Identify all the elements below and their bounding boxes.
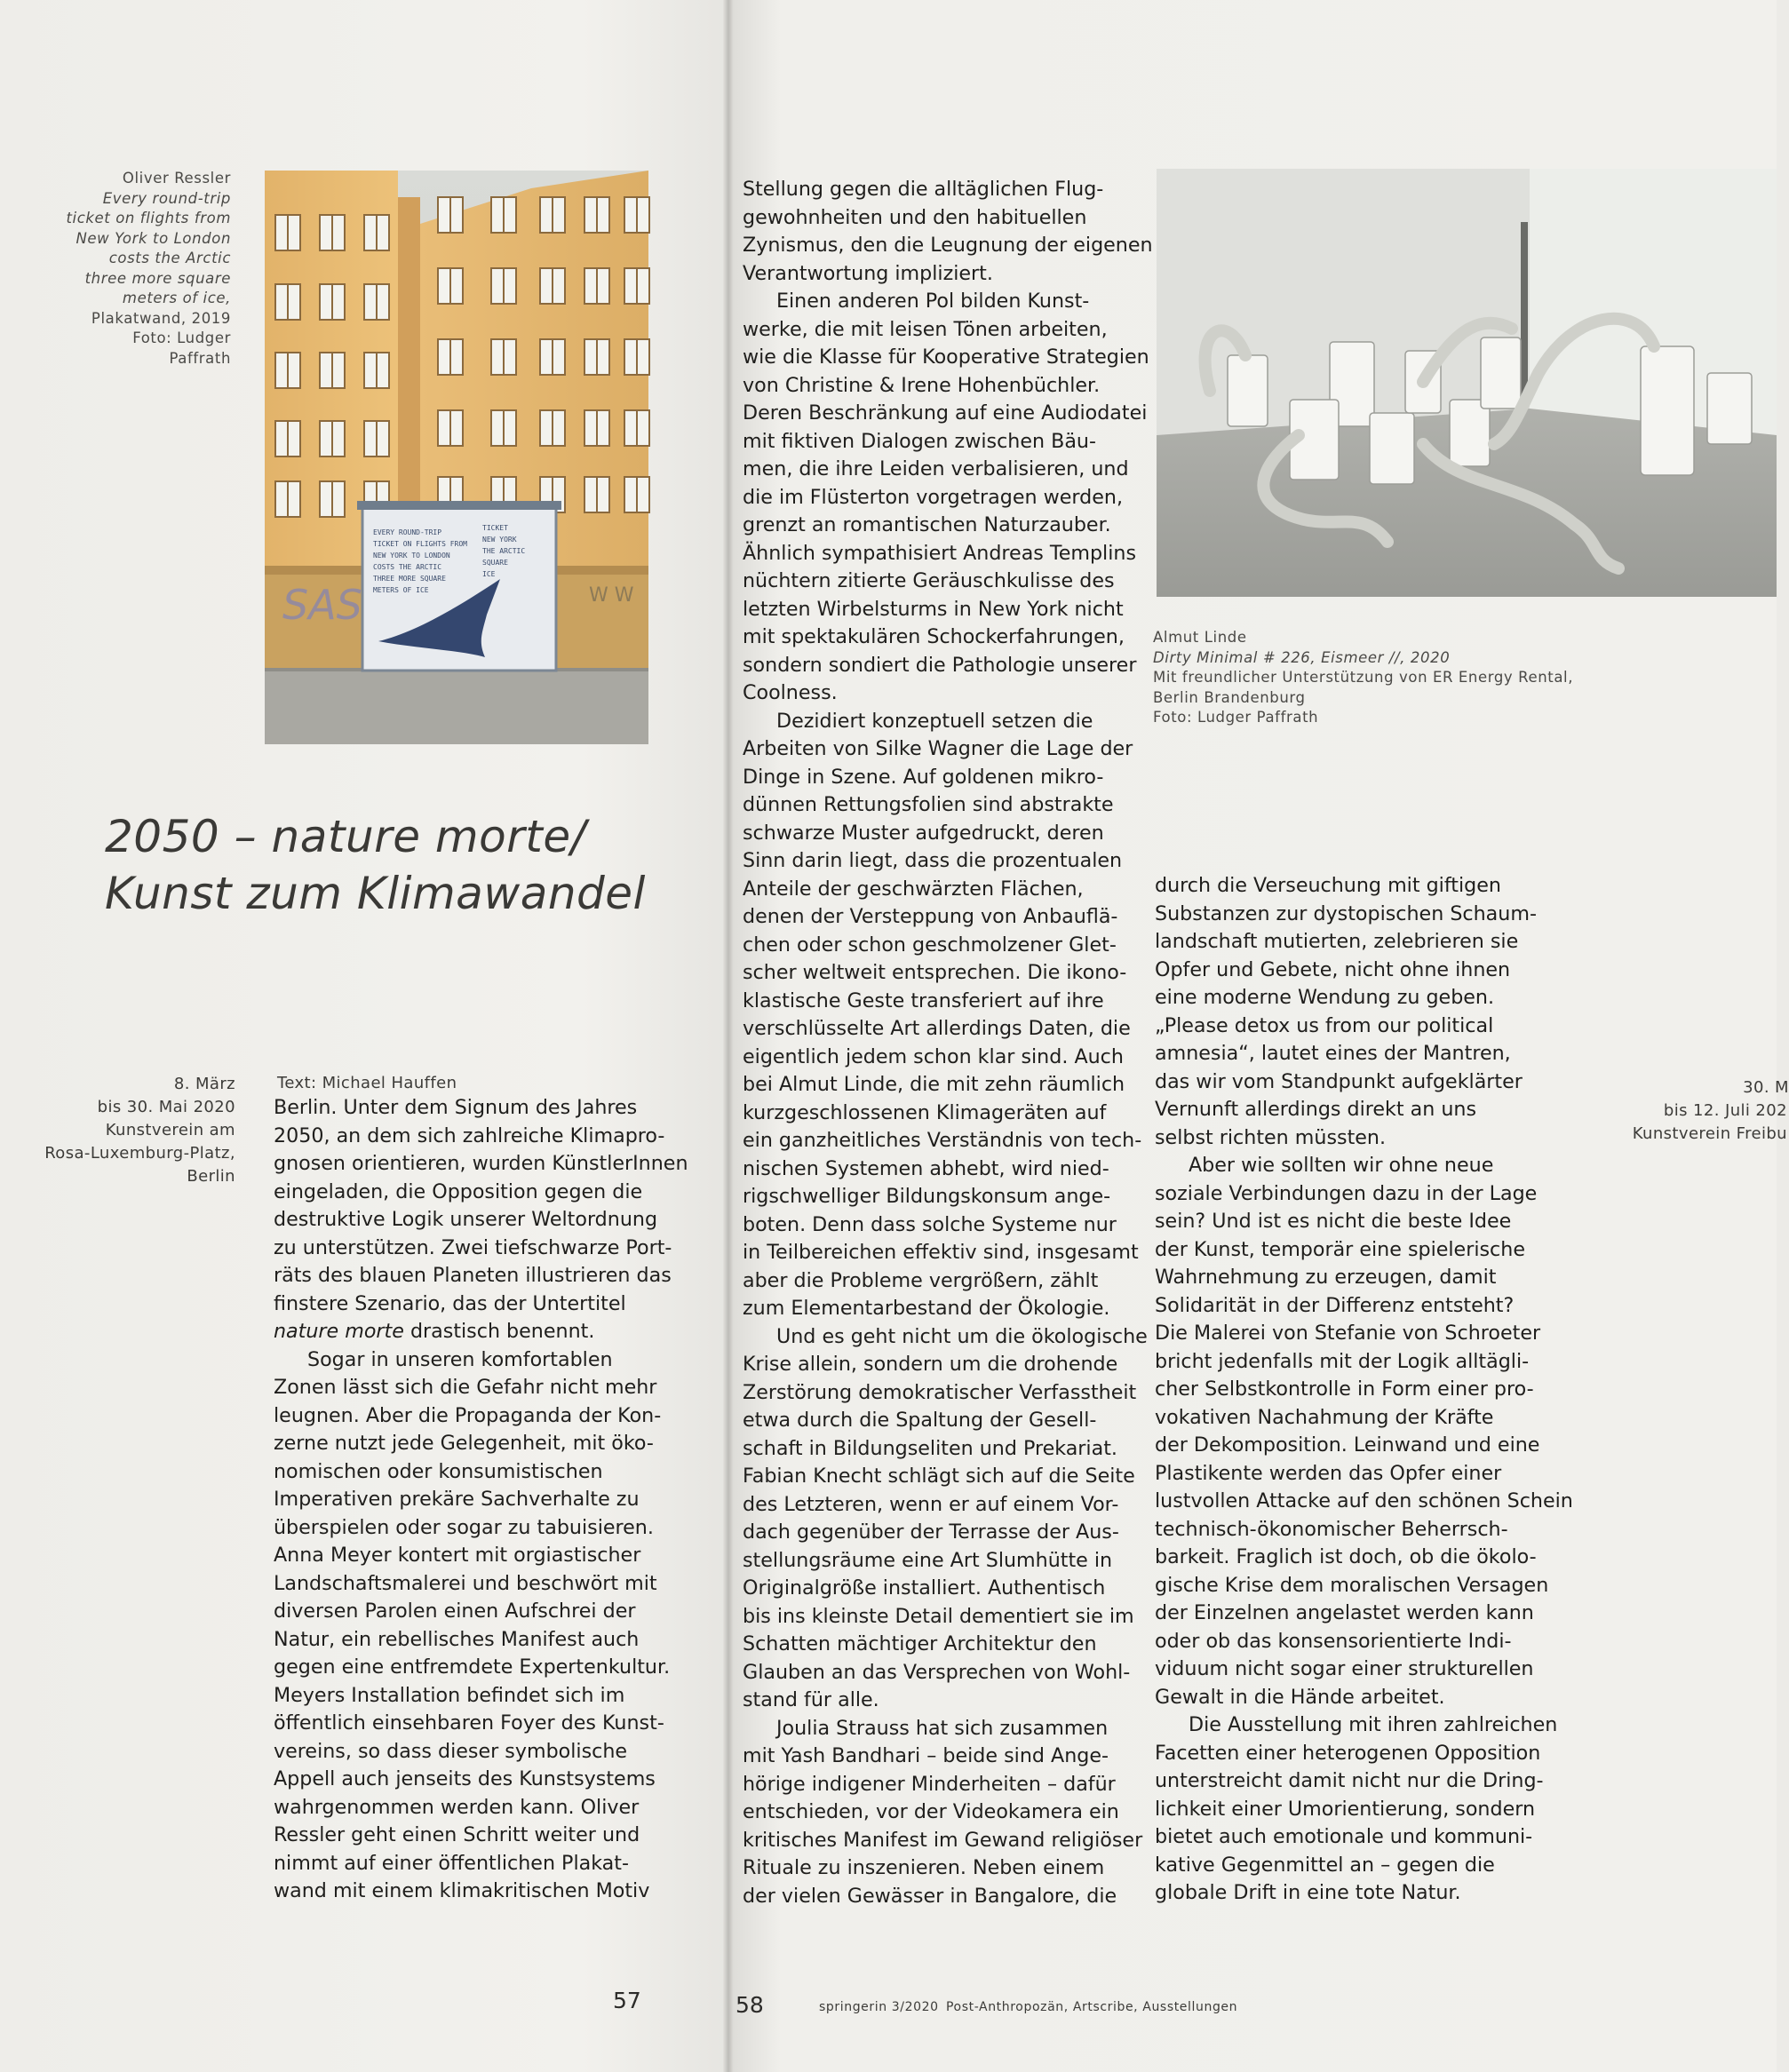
- text-line: Natur, ein rebellisches Manifest auch: [274, 1627, 640, 1651]
- caption-artist: Oliver Ressler: [122, 170, 231, 187]
- text-line: Arbeiten von Silke Wagner die Lage der: [743, 737, 1133, 760]
- text-line: leugnen. Aber die Propaganda der Kon-: [274, 1403, 662, 1427]
- text-line: durch die Verseuchung mit giftigen: [1155, 874, 1501, 897]
- text-line: dünnen Rettungsfolien sind abstrakte: [743, 793, 1114, 816]
- text-line: schaft in Bildungseliten und Prekariat.: [743, 1436, 1117, 1460]
- text-line: vereins, so dass dieser symbolische: [274, 1739, 628, 1763]
- text-line: Sogar in unseren komfortablen: [307, 1347, 613, 1371]
- text-line: Zerstörung demokratischer Verfasstheit: [743, 1380, 1137, 1404]
- text-line: eingeladen, die Opposition gegen die: [274, 1179, 643, 1203]
- text-line: Zonen lässt sich die Gefahr nicht mehr: [274, 1376, 657, 1399]
- caption-artist: Almut Linde: [1153, 629, 1247, 646]
- text-line: viduum nicht sogar einer strukturellen: [1155, 1657, 1534, 1680]
- text-line: eine moderne Wendung zu geben.: [1155, 986, 1495, 1009]
- text-line: mit Yash Bandhari – beide sind Ange-: [743, 1744, 1109, 1767]
- text-line: diversen Parolen einen Aufschrei der: [274, 1600, 636, 1623]
- text-line: der Kunst, temporär eine spielerische: [1155, 1237, 1525, 1261]
- billboard-text-line: SQUARE: [482, 559, 508, 567]
- text-line: zerne nutzt jede Gelegenheit, mit öko-: [274, 1432, 654, 1455]
- text-line: rigschwelliger Bildungskonsum ange-: [743, 1185, 1111, 1208]
- text-line: Sinn darin liegt, dass die prozentualen: [743, 849, 1123, 872]
- text-line: zum Elementarbestand der Ökologie.: [743, 1297, 1110, 1320]
- text-line: Facetten einer heterogenen Opposition: [1155, 1741, 1541, 1765]
- text-line: Wahrnehmung zu erzeugen, damit: [1155, 1266, 1497, 1289]
- text-line: globale Drift in eine tote Natur.: [1155, 1881, 1461, 1904]
- italic-term: nature morte: [274, 1320, 404, 1343]
- text-line: etwa durch die Spaltung der Gesell-: [743, 1409, 1097, 1432]
- text-line: Einen anderen Pol bilden Kunst-: [776, 290, 1090, 313]
- page-gutter: [723, 0, 734, 2072]
- text-line: mit spektakulären Schockerfahrungen,: [743, 625, 1125, 648]
- text-line: scher weltweit entsprechen. Die ikono-: [743, 961, 1127, 984]
- svg-text:SAS: SAS: [282, 581, 362, 629]
- text-line: gegen eine entfremdete Expertenkultur.: [274, 1655, 671, 1679]
- footer-sections: Post-Anthropozän, Artscribe, Ausstellungen: [946, 2000, 1238, 2014]
- text-line: bietet auch emotionale und kommuni-: [1155, 1825, 1533, 1848]
- billboard-text-line: NEW YORK TO LONDON: [373, 552, 450, 560]
- text-line: Die Malerei von Stefanie von Schroeter: [1155, 1322, 1541, 1345]
- text-line: Schatten mächtiger Architektur den: [743, 1632, 1097, 1655]
- text-line: werke, die mit leisen Tönen arbeiten,: [743, 317, 1108, 341]
- caption-work-line: Every round-trip: [102, 189, 231, 207]
- text-line: boten. Denn dass solche Systeme nur: [743, 1212, 1117, 1236]
- text-line: Originalgröße installiert. Authentisch: [743, 1576, 1106, 1600]
- text-line: destruktive Logik unserer Weltordnung: [274, 1208, 658, 1231]
- text-line: kative Gegenmittel an – gegen die: [1155, 1853, 1495, 1877]
- building-illustration: [265, 171, 648, 744]
- exhibition-venue-place: Rosa-Luxemburg-Platz,: [44, 1144, 235, 1163]
- text-line: gnosen orientieren, wurden KünstlerInnen: [274, 1152, 688, 1175]
- exhibition-city: Berlin: [187, 1167, 235, 1186]
- text-line: dach gegenüber der Terrasse der Aus-: [743, 1520, 1119, 1544]
- next-date-start: 30. M: [1743, 1078, 1789, 1097]
- text-line: Opfer und Gebete, nicht ohne ihnen: [1155, 957, 1511, 981]
- text-line: ein ganzheitliches Verständnis von tech-: [743, 1129, 1142, 1152]
- text-line: nüchtern zitierte Geräuschkulisse des: [743, 569, 1115, 592]
- text-line: wie die Klasse für Kooperative Strategien: [743, 345, 1149, 369]
- page-number-left: 57: [613, 1988, 641, 2013]
- title-line-2: Kunst zum Klimawandel: [105, 868, 646, 919]
- text-line: räts des blauen Planeten illustrieren das: [274, 1264, 672, 1287]
- caption-work-line: three more square: [84, 269, 231, 287]
- text-line: finstere Szenario, das der Untertitel: [274, 1291, 626, 1315]
- text-line: barkeit. Fraglich ist doch, ob die ökolo-: [1155, 1545, 1537, 1568]
- text-line: lichkeit einer Umorientierung, sondern: [1155, 1797, 1536, 1821]
- text-line: sondern sondiert die Pathologie unserer: [743, 653, 1137, 677]
- text-line: amnesia“, lautet eines der Mantren,: [1155, 1042, 1511, 1065]
- text-line: Anteile der geschwärzten Flächen,: [743, 877, 1084, 901]
- text-line: Coolness.: [743, 681, 838, 704]
- text-line: der vielen Gewässer in Bangalore, die: [743, 1884, 1117, 1908]
- text-line: Plastikente werden das Opfer einer: [1155, 1461, 1502, 1485]
- linde-installation-photo: [1157, 169, 1777, 597]
- text-line: Aber wie sollten wir ohne neue: [1189, 1154, 1494, 1177]
- text-line: Und es geht nicht um die ökologische: [776, 1324, 1148, 1348]
- caption-work-line: New York to London: [76, 229, 231, 247]
- text-line: Vernunft allerdings direkt an uns: [1155, 1098, 1477, 1121]
- caption-photo-credit: Foto: Ludger Paffrath: [1153, 709, 1319, 726]
- text-line: Ähnlich sympathisiert Andreas Templins: [743, 541, 1137, 565]
- text-line: die im Flüsterton vorgetragen werden,: [743, 485, 1124, 509]
- next-date-end: bis 12. Juli 202: [1663, 1101, 1787, 1120]
- text-line: Zynismus, den die Leugnung der eigenen: [743, 234, 1153, 257]
- text-line: vokativen Nachahmung der Kräfte: [1155, 1405, 1494, 1429]
- text-line: selbst richten müssten.: [1155, 1125, 1387, 1149]
- text-line: lustvollen Attacke auf den schönen Schein: [1155, 1489, 1573, 1512]
- text-line: Verantwortung impliziert.: [743, 261, 993, 285]
- svg-text:W W: W W: [589, 584, 634, 607]
- text-line: Imperativen prekäre Sachverhalte zu: [274, 1488, 640, 1511]
- caption-detail-line: Foto: Ludger: [132, 329, 231, 346]
- text-line: Ressler geht einen Schritt weiter und: [274, 1823, 640, 1846]
- text-line: chen oder schon geschmolzener Glet-: [743, 933, 1117, 957]
- text-line: nimmt auf einer öffentlichen Plakat-: [274, 1851, 629, 1875]
- text-line: wand mit einem klimakritischen Motiv: [274, 1879, 650, 1902]
- exhibition-info: [36, 1073, 235, 1188]
- text-line: stellungsräume eine Art Slumhütte in: [743, 1548, 1113, 1572]
- text-line: Berlin. Unter dem Signum des Jahres: [274, 1096, 638, 1119]
- text-line: Krise allein, sondern um die drohende: [743, 1353, 1118, 1376]
- text-line: nomischen oder konsumistischen: [274, 1459, 603, 1483]
- text-line: Die Ausstellung mit ihren zahlreichen: [1189, 1713, 1558, 1736]
- text-line: Rituale zu inszenieren. Neben einem: [743, 1856, 1105, 1879]
- text-line: Glauben an das Versprechen von Wohl-: [743, 1660, 1131, 1684]
- text-line: 2050, an dem sich zahlreiche Klimapro-: [274, 1123, 665, 1147]
- text-line: Fabian Knecht schlägt sich auf die Seite: [743, 1465, 1135, 1488]
- text-line: Gewalt in die Hände arbeitet.: [1155, 1685, 1445, 1709]
- text-line: der Einzelnen angelastet werden kann: [1155, 1601, 1534, 1624]
- text-line: das wir vom Standpunkt aufgeklärter: [1155, 1069, 1523, 1093]
- caption-work-line: meters of ice,: [122, 290, 231, 306]
- text-line: Appell auch jenseits des Kunstsystems: [274, 1767, 656, 1790]
- text-line: Substanzen zur dystopischen Schaum-: [1155, 901, 1537, 925]
- text-line: letzten Wirbelsturms in New York nicht: [743, 597, 1124, 621]
- caption-detail-line: Plakatwand, 2019: [91, 309, 231, 327]
- text-line: bei Almut Linde, die mit zehn räumlich: [743, 1073, 1125, 1096]
- next-exhibition-info: [1581, 1076, 1789, 1146]
- text-line: klastische Geste transferiert auf ihre: [743, 988, 1104, 1012]
- text-line: cher Selbstkontrolle in Form einer pro-: [1155, 1377, 1534, 1401]
- billboard-text-line: METERS OF ICE: [373, 586, 429, 594]
- text-line: gewohnheiten und den habituellen: [743, 205, 1087, 229]
- text-line: bricht jedenfalls mit der Logik alltägli-: [1155, 1349, 1530, 1373]
- exhibition-date-end: bis 30. Mai 2020: [97, 1098, 235, 1116]
- ressler-billboard-photo: [265, 171, 648, 744]
- page-number-right: 58: [735, 1992, 764, 2018]
- billboard-text-line: EVERY ROUND-TRIP: [373, 528, 442, 536]
- right-text-column-2: [1155, 872, 1573, 1908]
- text-line: stand für alle.: [743, 1688, 879, 1711]
- text-line: oder ob das konsensorientierte Indi-: [1155, 1629, 1512, 1653]
- text-line: aber die Probleme vergrößern, zählt: [743, 1268, 1099, 1292]
- text-line: schwarze Muster aufgedruckt, deren: [743, 821, 1104, 845]
- text-line: Landschaftsmalerei und beschwört mit: [274, 1571, 657, 1595]
- text-line: gische Krise dem moralischen Versagen: [1155, 1573, 1549, 1597]
- caption-work-title: [53, 189, 231, 309]
- ressler-photo-caption: [53, 169, 231, 369]
- text-line: verschlüsselte Art allerdings Daten, die: [743, 1017, 1131, 1040]
- text-line: unterstreicht damit nicht nur die Dring-: [1155, 1769, 1544, 1792]
- text-line: mit fiktiven Dialogen zwischen Bäu-: [743, 429, 1096, 453]
- caption-work-title: Dirty Minimal # 226, Eismeer //, 2020: [1153, 648, 1451, 666]
- text-line: überspielen oder sogar zu tabuisieren.: [274, 1515, 654, 1539]
- title-line-1: 2050 – nature morte/: [105, 811, 586, 862]
- text-line: bis ins kleinste Detail dementiert sie im: [743, 1604, 1134, 1628]
- text-line: Stellung gegen die alltäglichen Flug-: [743, 178, 1104, 201]
- exhibition-venue: Kunstverein am: [105, 1121, 235, 1139]
- text-line: Dezidiert konzeptuell setzen die: [776, 709, 1093, 733]
- text-line: Joulia Strauss hat sich zusammen: [776, 1716, 1109, 1740]
- footer-magazine: springerin 3/2020: [819, 2000, 939, 2014]
- text-line: nature morte drastisch benennt.: [274, 1320, 595, 1343]
- text-line: denen der Versteppung von Anbauflä-: [743, 905, 1118, 928]
- text-line: wahrgenommen werden kann. Oliver: [274, 1795, 640, 1819]
- billboard-text-line: ICE: [482, 570, 496, 578]
- text-line: kritisches Manifest im Gewand religiöser: [743, 1828, 1143, 1852]
- text-line: entschieden, vor der Videokamera ein: [743, 1800, 1119, 1823]
- text-line: der Dekomposition. Leinwand und eine: [1155, 1433, 1540, 1457]
- text-line: Deren Beschränkung auf eine Audiodatei: [743, 401, 1148, 425]
- text-line: öffentlich einsehbaren Foyer des Kunst-: [274, 1711, 664, 1735]
- caption-work-line: costs the Arctic: [108, 250, 231, 266]
- text-line: kurzgeschlossenen Klimageräten auf: [743, 1100, 1107, 1124]
- text-line: men, die ihre Leiden verbalisieren, und: [743, 457, 1129, 480]
- caption-credit-line-1: Mit freundlicher Unterstützung von ER Energy Rental,: [1153, 669, 1574, 686]
- text-line: Anna Meyer kontert mit orgiastischer: [274, 1544, 641, 1567]
- caption-detail-line: Paffrath: [169, 349, 231, 367]
- left-text-column: [274, 1094, 691, 1906]
- text-line: eigentlich jedem schon klar sind. Auch: [743, 1044, 1124, 1068]
- text-line: sein? Und ist es nicht die beste Idee: [1155, 1210, 1512, 1233]
- caption-credit-line-2: Berlin Brandenburg: [1153, 688, 1306, 706]
- billboard-text-line: TICKET ON FLIGHTS FROM: [373, 540, 467, 548]
- linde-photo-caption: [1153, 628, 1686, 728]
- text-line: soziale Verbindungen dazu in der Lage: [1155, 1181, 1538, 1205]
- caption-details: [53, 309, 231, 369]
- exhibition-date-start: 8. März: [173, 1075, 235, 1093]
- billboard-text-line: COSTS THE ARCTIC: [373, 563, 442, 571]
- article-author: Text: Michael Hauffen: [277, 1074, 457, 1092]
- billboard-text-line: THE ARCTIC: [482, 547, 526, 555]
- text-line: Meyers Installation befindet sich im: [274, 1683, 625, 1707]
- billboard-text-line: NEW YORK: [482, 536, 517, 544]
- installation-illustration: [1157, 169, 1777, 597]
- billboard-text-line: TICKET: [482, 524, 508, 532]
- text-line: grenzt an romantischen Naturzauber.: [743, 513, 1111, 536]
- text-line: Dinge in Szene. Auf goldenen mikro-: [743, 765, 1104, 789]
- article-title: [105, 808, 709, 922]
- text-line: nischen Systemen abhebt, wird nied-: [743, 1156, 1109, 1180]
- text-line: des Letzteren, wenn er auf einem Vor-: [743, 1492, 1119, 1516]
- text-line: Solidarität in der Differenz entsteht?: [1155, 1293, 1515, 1317]
- text-line: von Christine & Irene Hohenbüchler.: [743, 373, 1101, 397]
- text-line: landschaft mutierten, zelebrieren sie: [1155, 930, 1519, 953]
- right-text-column-1: [743, 176, 1153, 1910]
- text-line: technisch-ökonomischer Beherrsch-: [1155, 1517, 1508, 1541]
- text-line: hörige indigener Minderheiten – dafür: [743, 1772, 1116, 1796]
- billboard-text-line: THREE MORE SQUARE: [373, 575, 446, 583]
- next-venue: Kunstverein Freibu: [1632, 1124, 1787, 1143]
- text-line: zu unterstützen. Zwei tiefschwarze Port-: [274, 1235, 672, 1259]
- caption-work-line: ticket on flights from: [66, 210, 231, 226]
- text-line: „Please detox us from our political: [1155, 1013, 1494, 1037]
- text-line: in Teilbereichen effektiv sind, insgesamt: [743, 1241, 1139, 1264]
